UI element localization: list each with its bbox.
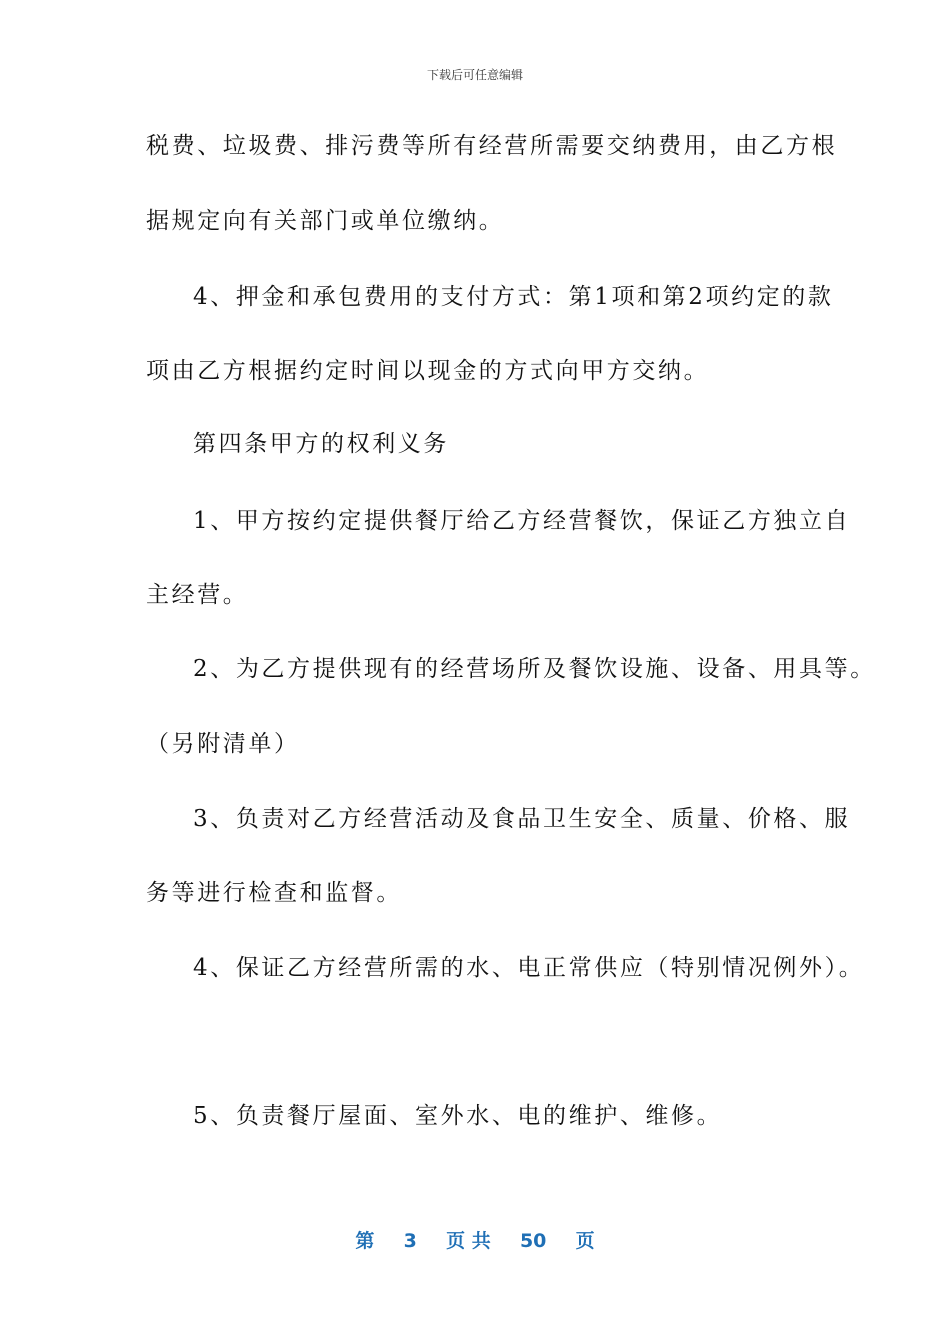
body-line: 2、为乙方提供现有的经营场所及餐饮设施、设备、用具等。 xyxy=(193,656,876,682)
page-header: 下载后可任意编辑 xyxy=(426,68,523,82)
body-line: 主经营。 xyxy=(146,582,249,608)
footer-middle: 页 共 xyxy=(446,1230,491,1252)
page-footer xyxy=(0,1226,950,1253)
footer-suffix: 页 xyxy=(575,1230,595,1252)
body-line: 税费、垃圾费、排污费等所有经营所需要交纳费用，由乙方根 xyxy=(146,133,838,159)
footer-prefix: 第 xyxy=(355,1230,375,1252)
body-line: （另附清单） xyxy=(146,731,300,757)
body-line: 1、甲方按约定提供餐厅给乙方经营餐饮，保证乙方独立自 xyxy=(193,508,851,534)
current-page-number: 3 xyxy=(403,1230,417,1252)
body-line: 4、保证乙方经营所需的水、电正常供应（特别情况例外）。 xyxy=(193,955,865,981)
section-heading: 第四条甲方的权利义务 xyxy=(193,431,449,457)
body-line: 据规定向有关部门或单位缴纳。 xyxy=(146,208,505,234)
body-line: 务等进行检查和监督。 xyxy=(146,880,402,906)
body-line: 4、押金和承包费用的支付方式：第1项和第2项约定的款 xyxy=(193,284,834,310)
body-line: 5、负责餐厅屋面、室外水、电的维护、维修。 xyxy=(193,1103,723,1129)
total-pages-number: 50 xyxy=(519,1230,547,1252)
body-line: 项由乙方根据约定时间以现金的方式向甲方交纳。 xyxy=(146,358,710,384)
body-line: 3、负责对乙方经营活动及食品卫生安全、质量、价格、服 xyxy=(193,806,851,832)
